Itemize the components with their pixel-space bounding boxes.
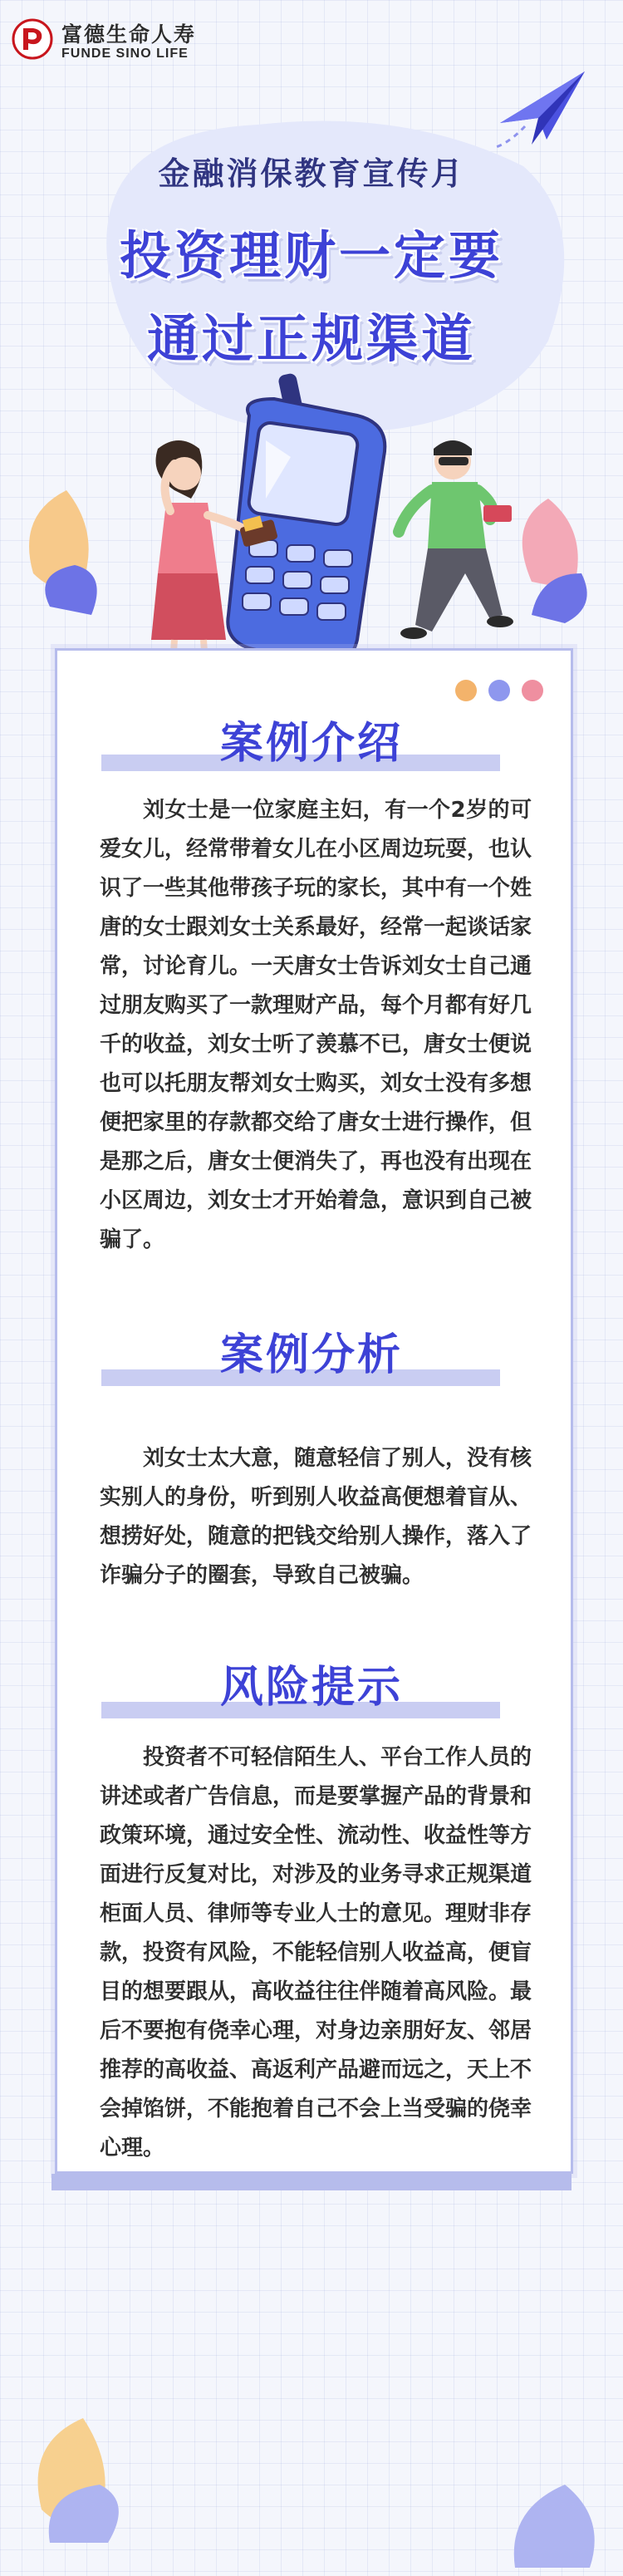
section-heading: 风险提示 [219, 1663, 403, 1713]
card-bottom-bar [52, 2174, 571, 2190]
dot-pink-icon [522, 680, 543, 701]
section-body: 刘女士是一位家庭主妇，有一个2岁的可爱女儿，经常带着女儿在小区周边玩耍，也认识了一些其他带孩子玩的家长，其中有一个姓唐的女士跟刘女士关系最好，经常一起谈话家常，讨论育儿。一天唐女士告诉刘女士自己通过朋友购买了一款理财产品，每个月都有好几千的收益，刘女士听了羡慕不已，唐女士便说也可以托朋友帮刘女士购买，刘女士没有多想便把家里的存款都交给了唐女士进行操作，但是那之后，唐女士便消失了，再也没有出现在小区周边，刘女士才开始着急，意识到自己被骗了。 [100, 798, 532, 1252]
thief-illustration [399, 440, 513, 639]
leaf-decoration-right [522, 499, 587, 623]
leaf-decoration-bottom-left [17, 2393, 150, 2559]
funde-logo-icon [12, 18, 53, 60]
campaign-subtitle: 金融消保教育宣传月 [158, 155, 465, 192]
page-title-line1: 投资理财一定要 [119, 225, 503, 286]
window-dots-icon [455, 680, 547, 705]
brand-name-cn: 富德生命人寿 [61, 22, 197, 47]
dot-orange-icon [455, 680, 477, 701]
section-body: 刘女士太大意，随意轻信了别人，没有核实别人的身份，听到别人收益高便想着盲从、想捞好处，随意的把钱交给别人操作，落入了诈骗分子的圈套，导致自己被骗。 [100, 1446, 532, 1588]
brand-name-en: FUNDE SINO LIFE [61, 47, 189, 61]
section-body: 投资者不可轻信陌生人、平台工作人员的讲述或者广告信息，而是要掌握产品的背景和政策环境，通过安全性、流动性、收益性等方面进行反复对比，对涉及的业务寻求正规渠道柜面人员、律师等专业人士的意见。理财非存款，投资有风险，不能轻信别人收益高，便盲目的想要跟从，高收益往往伴随着高风险。最后不要抱有侥幸心理，对身边亲朋好友、邻居推荐的高收益、高返利产品避而远之，天上不会掉馅饼，不能抱着自己不会上当受骗的侥幸心理。 [100, 1745, 532, 2161]
dot-blue-icon [488, 680, 510, 701]
section-heading: 案例介绍 [219, 719, 403, 769]
brand-logo [12, 15, 211, 66]
page-title-line2: 通过正规渠道 [146, 308, 476, 369]
leaf-decoration-bottom-right [490, 2460, 615, 2576]
section-heading: 案例分析 [219, 1330, 403, 1380]
leaf-decoration-left [29, 490, 97, 615]
